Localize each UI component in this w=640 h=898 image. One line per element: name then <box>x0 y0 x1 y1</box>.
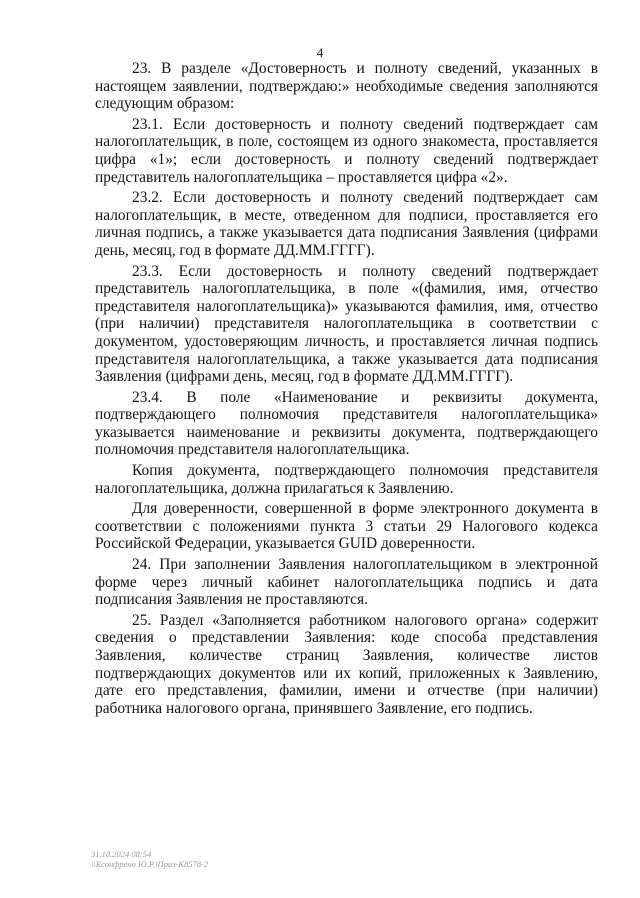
document-body <box>95 60 598 717</box>
paragraph-23: 23. В разделе «Достоверность и полноту сведений, указанных в настоящем заявлении, подтверждаю:» необходимые сведения заполняются следующим образом: <box>95 60 598 113</box>
paragraph-24: 24. При заполнении Заявления налогоплательщиком в электронной форме через личный кабинет налогоплательщика подпись и дата подписания Заявления не проставляются. <box>95 556 598 609</box>
paragraph-23-2: 23.2. Если достоверность и полноту сведений подтверждает сам налогоплательщик, в месте, отведенном для подписи, проставляется его личная подпись, а также указывается дата подписания Заявления (цифрами день, месяц, год в формате ДД.ММ.ГГГГ). <box>95 189 598 259</box>
paragraph-copy-document: Копия документа, подтверждающего полномочия представителя налогоплательщика, должна прилагаться к Заявлению. <box>95 462 598 497</box>
paragraph-23-1: 23.1. Если достоверность и полноту сведений подтверждает сам налогоплательщик, в поле, состоящем из одного знакоместа, проставляется цифра «1»; если достоверность и полноту сведений подтверждает представитель налогоплательщика – проставляется цифра «2». <box>95 115 598 186</box>
print-timestamp: 31.10.2024 08:54 <box>91 849 152 859</box>
print-file-path: \\Ксонфрено Ю.Р.\Приз-К8578-2 <box>91 859 209 869</box>
paragraph-23-4: 23.4. В поле «Наименование и реквизиты документа, подтверждающего полномочия представителя налогоплательщика» указывается наименование и реквизиты документа, подтверждающего полномочия представителя налогоплательщика. <box>95 388 598 459</box>
print-footer <box>91 849 208 869</box>
paragraph-23-3: 23.3. Если достоверность и полноту сведений подтверждает представитель налогоплательщика, в поле «(фамилия, имя, отчество представителя налогоплательщика)» указываются фамилия, имя, отчество (при наличии) представителя налогоплательщика в соответствии с документом, удостоверяющим личность, и проставляется личная подпись представителя налогоплательщика, а также указывается дата подписания Заявления (цифрами день, месяц, год в формате ДД.ММ.ГГГГ). <box>95 262 598 386</box>
paragraph-25: 25. Раздел «Заполняется работником налогового органа» содержит сведения о представлении Заявления: коде способа представления Заявления, количестве страниц Заявления, количестве листов подтверждающих документов или их копий, приложенных к Заявлению, дате его представления, фамилии, имени и отчестве (при наличии) работника налогового органа, принявшего Заявление, его подпись. <box>95 611 598 717</box>
paragraph-guid: Для доверенности, совершенной в форме электронного документа в соответствии с положениями пункта 3 статьи 29 Налогового кодекса Российской Федерации, указывается GUID доверенности. <box>95 500 598 553</box>
page-number: 4 <box>316 45 324 60</box>
